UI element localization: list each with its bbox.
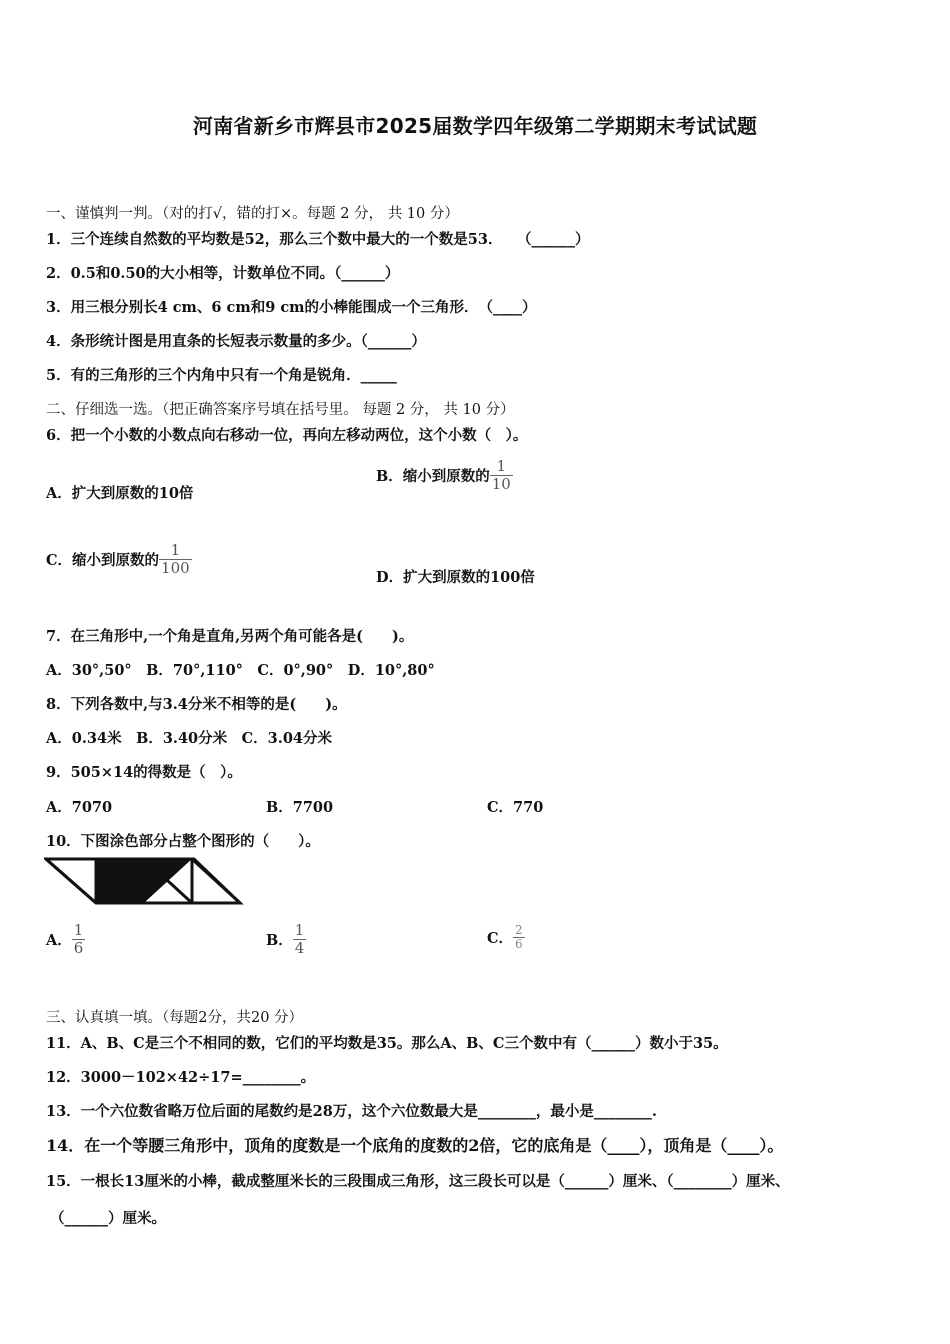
section3-heading: 三、认真填一填。（每题2分，共20 分） (46, 1010, 304, 1026)
fraction-numerator: 2 (515, 923, 523, 937)
question-15-line1: 15．一根长13厘米的小棒，截成整厘米长的三段围成三角形，这三段长可以是（______）厘米、（________）厘米、 (46, 1173, 790, 1190)
fraction-numerator: 1 (170, 541, 181, 559)
question-12: 12．3000－102×42÷17=________。 (46, 1069, 316, 1086)
q10-option-c-fraction (513, 924, 525, 951)
figure-line (192, 859, 240, 903)
q6-option-d: D．扩大到原数的100倍 (376, 569, 535, 586)
question-3: 3．用三根分别长4 cm、6 cm和9 cm的小棒能围成一个三角形． （____） (46, 299, 537, 316)
question-14: 14．在一个等腰三角形中，顶角的度数是一个底角的度数的2倍，它的底角是（____），顶角是（____）。 (46, 1136, 784, 1155)
shaded-parallelogram-figure (44, 857, 244, 907)
q10-option-a (46, 922, 85, 956)
question-2: 2．0.5和0.50的大小相等，计数单位不同。（______） (46, 265, 400, 282)
question-4: 4．条形统计图是用直条的长短表示数量的多少。（______） (46, 333, 426, 350)
q10-option-b (266, 922, 306, 956)
question-8: 8．下列各数中,与3.4分米不相等的是( )。 (46, 696, 347, 713)
question-7-options: A．30°,50° B．70°,110° C．0°,90° D．10°,80° (46, 662, 435, 679)
fraction-denominator: 100 (161, 558, 190, 577)
section2-heading: 二、仔细选一选。（把正确答案序号填在括号里。 每题 2 分， 共 10 分） (46, 402, 515, 418)
q6-option-c-label: C．缩小到原数的 (46, 551, 160, 569)
question-13: 13．一个六位数省略万位后面的尾数约是28万，这个六位数最大是________，最小是________. (46, 1103, 657, 1120)
section1-heading: 一、谨慎判一判。（对的打√，错的打×。每题 2 分， 共 10 分） (46, 206, 459, 222)
q10-option-a-fraction (72, 922, 86, 956)
q9-option-c: C．770 (487, 799, 544, 816)
q10-option-b-fraction (293, 922, 307, 956)
q6-option-b-label: B．缩小到原数的 (376, 467, 490, 485)
q6-option-b-fraction (490, 458, 513, 492)
fraction-denominator: 6 (73, 938, 84, 957)
question-10: 10．下图涂色部分占整个图形的（ ）。 (46, 833, 320, 850)
q6-option-c (46, 542, 192, 576)
q10-option-a-label: A． (46, 931, 72, 949)
question-11: 11．A、B、C是三个不相同的数，它们的平均数是35。那么A、B、C三个数中有（______）数小于35。 (46, 1035, 728, 1052)
page-title: 河南省新乡市辉县市2025届数学四年级第二学期期末考试试题 (192, 114, 758, 138)
q6-option-b (376, 458, 513, 492)
q10-option-c (487, 924, 525, 951)
fraction-numerator: 1 (496, 457, 507, 475)
q6-option-c-fraction (159, 542, 192, 576)
fraction-numerator: 1 (73, 921, 84, 939)
fraction-numerator: 1 (294, 921, 305, 939)
question-8-options: A．0.34米 B．3.40分米 C．3.04分米 (46, 730, 332, 747)
fraction-denominator: 6 (515, 937, 523, 952)
question-15-line2: （______）厘米。 (50, 1210, 166, 1227)
question-9: 9．505×14的得数是（ ）。 (46, 764, 242, 781)
figure-line (46, 859, 96, 903)
question-6: 6．把一个小数的小数点向右移动一位，再向左移动两位，这个小数（ ）。 (46, 427, 528, 444)
q10-option-b-label: B． (266, 931, 293, 949)
q9-option-b: B．7700 (266, 799, 334, 816)
question-1: 1．三个连续自然数的平均数是52，那么三个数中最大的一个数是53． （______） (46, 231, 590, 248)
fraction-denominator: 4 (294, 938, 305, 957)
question-7: 7．在三角形中,一个角是直角,另两个角可能各是( )。 (46, 628, 414, 645)
question-5: 5．有的三角形的三个内角中只有一个角是锐角．_____ (46, 367, 397, 384)
fraction-denominator: 10 (491, 474, 511, 493)
q6-option-a: A．扩大到原数的10倍 (46, 485, 194, 502)
q9-option-a: A．7070 (46, 799, 113, 816)
q10-option-c-label: C． (487, 930, 514, 948)
